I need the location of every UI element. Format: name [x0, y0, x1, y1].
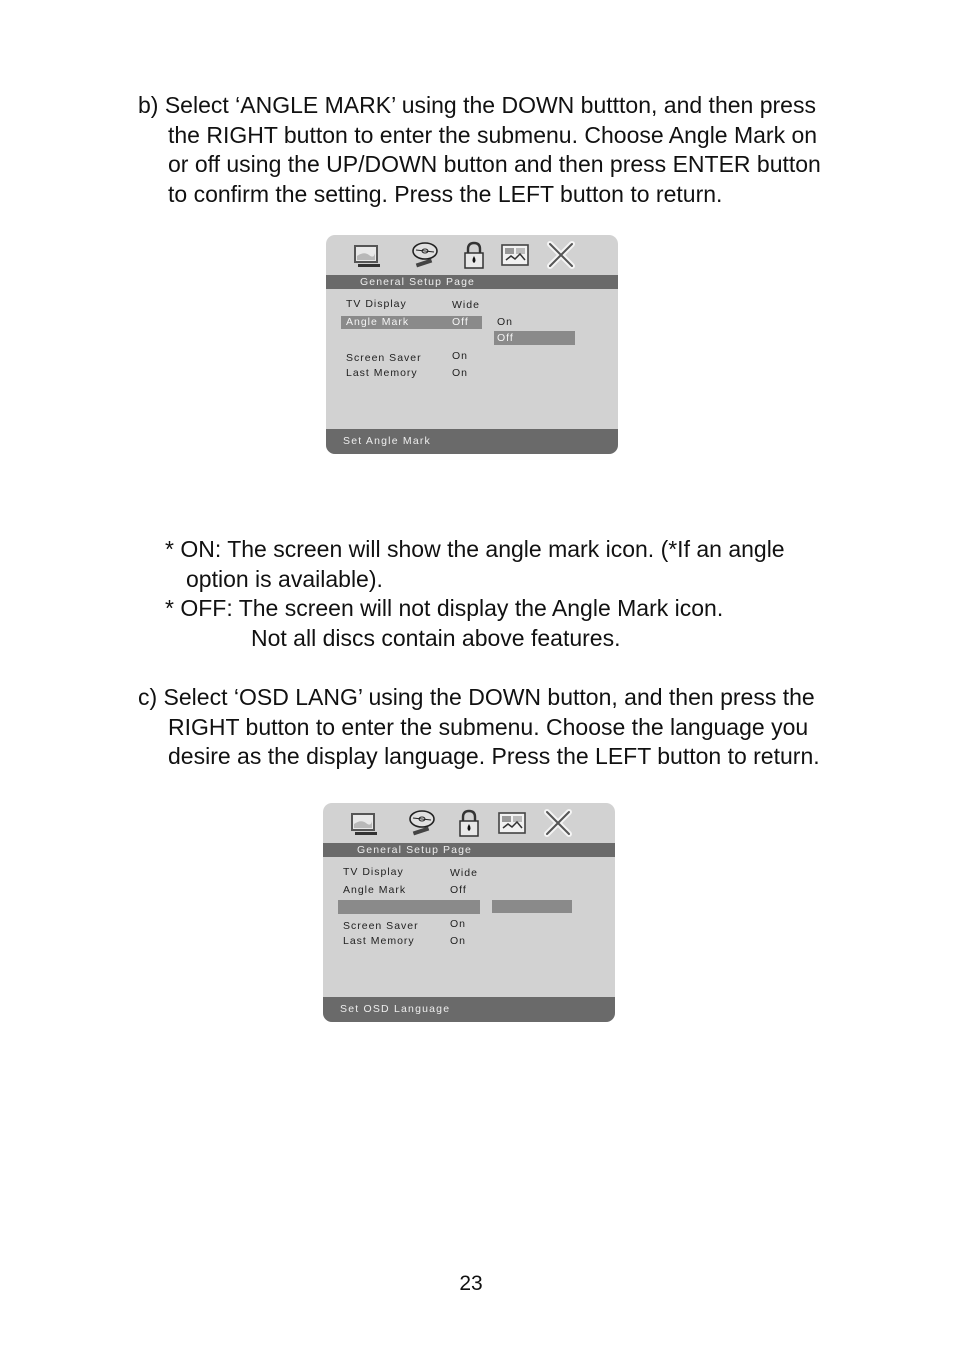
instruction-line: c) Select ‘OSD LANG’ using the DOWN button, and then press the	[138, 684, 815, 710]
picture-icon	[500, 240, 530, 270]
instruction-b	[138, 91, 878, 209]
osd-row-label: TV Display	[343, 866, 404, 878]
osd-submenu-option-selected[interactable]	[494, 331, 575, 345]
instruction-line: or off using the UP/DOWN button and then press ENTER button	[168, 151, 821, 178]
osd-row-label: TV Display	[346, 298, 407, 310]
page-number: 23	[459, 1272, 483, 1295]
osd-submenu-option-selected[interactable]	[492, 900, 572, 913]
osd-header-title: General Setup Page	[360, 276, 475, 288]
osd-header-title: General Setup Page	[357, 844, 472, 856]
osd-row-value: On	[452, 367, 469, 379]
osd-row-label: Screen Saver	[343, 920, 419, 932]
picture-icon	[497, 808, 527, 838]
osd-row-label: Angle Mark	[346, 316, 410, 328]
notes	[165, 535, 885, 653]
osd-row-label: Angle Mark	[343, 884, 407, 896]
osd-row-value: Wide	[450, 867, 478, 879]
lock-icon	[454, 808, 484, 838]
note-line: * ON: The screen will show the angle mark icon. (*If an angle	[165, 536, 785, 562]
osd-footer-hint: Set Angle Mark	[343, 435, 432, 447]
osd-menu	[323, 857, 615, 997]
osd-footer	[323, 997, 615, 1022]
osd-footer	[326, 429, 618, 454]
osd-row-label: Last Memory	[346, 367, 418, 379]
disc-icon	[407, 808, 437, 838]
osd-header	[326, 275, 618, 289]
close-icon	[543, 808, 573, 838]
osd-row-value: On	[452, 350, 469, 362]
osd-row-value: On	[450, 918, 467, 930]
osd-menu	[326, 289, 618, 429]
close-icon	[546, 240, 576, 270]
osd-row-selected[interactable]	[338, 900, 480, 914]
osd-screen-osd-language	[323, 803, 615, 1022]
instruction-line: b) Select ‘ANGLE MARK’ using the DOWN buttton, and then press	[138, 92, 816, 118]
osd-footer-hint: Set OSD Language	[340, 1003, 451, 1015]
osd-submenu-option-label: Off	[497, 332, 514, 344]
osd-submenu-option[interactable]: On	[497, 316, 514, 328]
osd-row-value: Off	[452, 316, 469, 328]
note-line: option is available).	[186, 565, 383, 592]
osd-icon-bar	[323, 803, 615, 843]
tv-icon	[352, 240, 382, 270]
note-line: Not all discs contain above features.	[251, 624, 621, 651]
osd-icon-bar	[326, 235, 618, 275]
lock-icon	[459, 240, 489, 270]
osd-row-label: Screen Saver	[346, 352, 422, 364]
instruction-c	[138, 683, 878, 772]
disc-icon	[410, 240, 440, 270]
osd-row-selected[interactable]	[341, 316, 482, 329]
note-line: * OFF: The screen will not display the Angle Mark icon.	[165, 595, 724, 622]
osd-row-value: Wide	[452, 299, 480, 311]
osd-screen-angle-mark	[326, 235, 618, 454]
instruction-line: the RIGHT button to enter the submenu. Choose Angle Mark on	[168, 121, 818, 148]
osd-row-value: Off	[450, 884, 467, 896]
osd-row-label: Last Memory	[343, 935, 415, 947]
osd-header	[323, 843, 615, 857]
instruction-line: to confirm the setting. Press the LEFT button to return.	[168, 180, 723, 207]
instruction-line: RIGHT button to enter the submenu. Choose the language you	[168, 713, 809, 740]
instruction-line: desire as the display language. Press the LEFT button to return.	[168, 743, 820, 770]
tv-icon	[349, 808, 379, 838]
osd-row-value: On	[450, 935, 467, 947]
